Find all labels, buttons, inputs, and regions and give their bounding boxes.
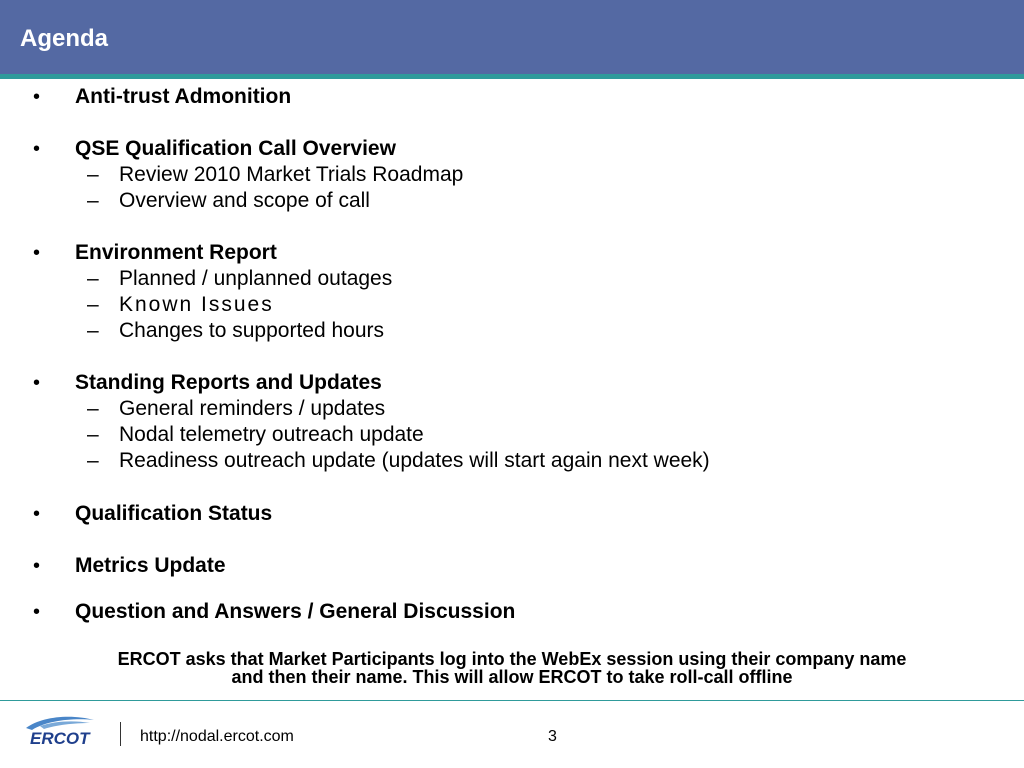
dash: – — [87, 397, 99, 420]
footer-url-link[interactable]: http://nodal.ercot.com — [140, 728, 294, 745]
agenda-subitem-label: Changes to supported hours — [119, 319, 385, 342]
agenda-subitem-label: Planned / unplanned outages — [119, 267, 393, 290]
agenda-subitem-label: Nodal telemetry outreach update — [119, 423, 424, 446]
webex-login-note — [0, 650, 1024, 686]
ercot-logo — [22, 714, 98, 748]
agenda-subitem-label: Readiness outreach update (updates will start again next week) — [119, 449, 710, 472]
dash: – — [87, 449, 99, 472]
logo-text: ERCOT — [30, 729, 90, 748]
agenda-item-label: QSE Qualification Call Overview — [75, 137, 396, 160]
agenda-subitem — [0, 188, 1000, 214]
slide-title: Agenda — [20, 25, 109, 52]
dash: – — [87, 267, 99, 290]
agenda-subitem — [0, 318, 1000, 344]
agenda-subitem — [0, 292, 1000, 318]
agenda-subitem — [0, 422, 1000, 448]
footer-accent-rule — [0, 700, 1024, 701]
dash: – — [87, 319, 99, 342]
agenda-item-label: Standing Reports and Updates — [75, 371, 382, 394]
agenda-subitem-label: Known Issues — [119, 293, 274, 316]
agenda-subitem — [0, 266, 1000, 292]
bullet: • — [33, 503, 41, 525]
agenda-subitem-label: Review 2010 Market Trials Roadmap — [119, 163, 464, 186]
agenda-item-label: Anti-trust Admonition — [75, 85, 292, 108]
bullet: • — [33, 242, 41, 264]
agenda-subitem — [0, 162, 1000, 188]
dash: – — [87, 293, 99, 316]
bullet: • — [33, 372, 41, 394]
header-accent-rule — [0, 74, 1024, 79]
note-line-1: ERCOT asks that Market Participants log into the WebEx session using their company name — [117, 649, 907, 669]
page-number: 3 — [548, 728, 557, 745]
footer-separator — [120, 722, 121, 746]
dash: – — [87, 189, 99, 212]
agenda-item-label: Qualification Status — [75, 502, 273, 525]
dash: – — [87, 163, 99, 186]
ercot-logo-mark — [22, 714, 98, 748]
agenda-subitem-label: General reminders / updates — [119, 397, 386, 420]
agenda-subitem — [0, 448, 1000, 474]
note-line-2: and then their name. This will allow ERCOT to take roll-call offline — [231, 667, 793, 687]
bullet: • — [33, 86, 41, 108]
dash: – — [87, 423, 99, 446]
slide-header — [0, 0, 1024, 74]
bullet: • — [33, 138, 41, 160]
agenda-item-label: Metrics Update — [75, 554, 226, 577]
bullet: • — [33, 555, 41, 577]
agenda-item-label: Environment Report — [75, 241, 277, 264]
agenda-item-label: Question and Answers / General Discussion — [75, 600, 516, 623]
agenda-subitem — [0, 396, 1000, 422]
agenda-subitem-label: Overview and scope of call — [119, 189, 370, 212]
bullet: • — [33, 601, 41, 623]
